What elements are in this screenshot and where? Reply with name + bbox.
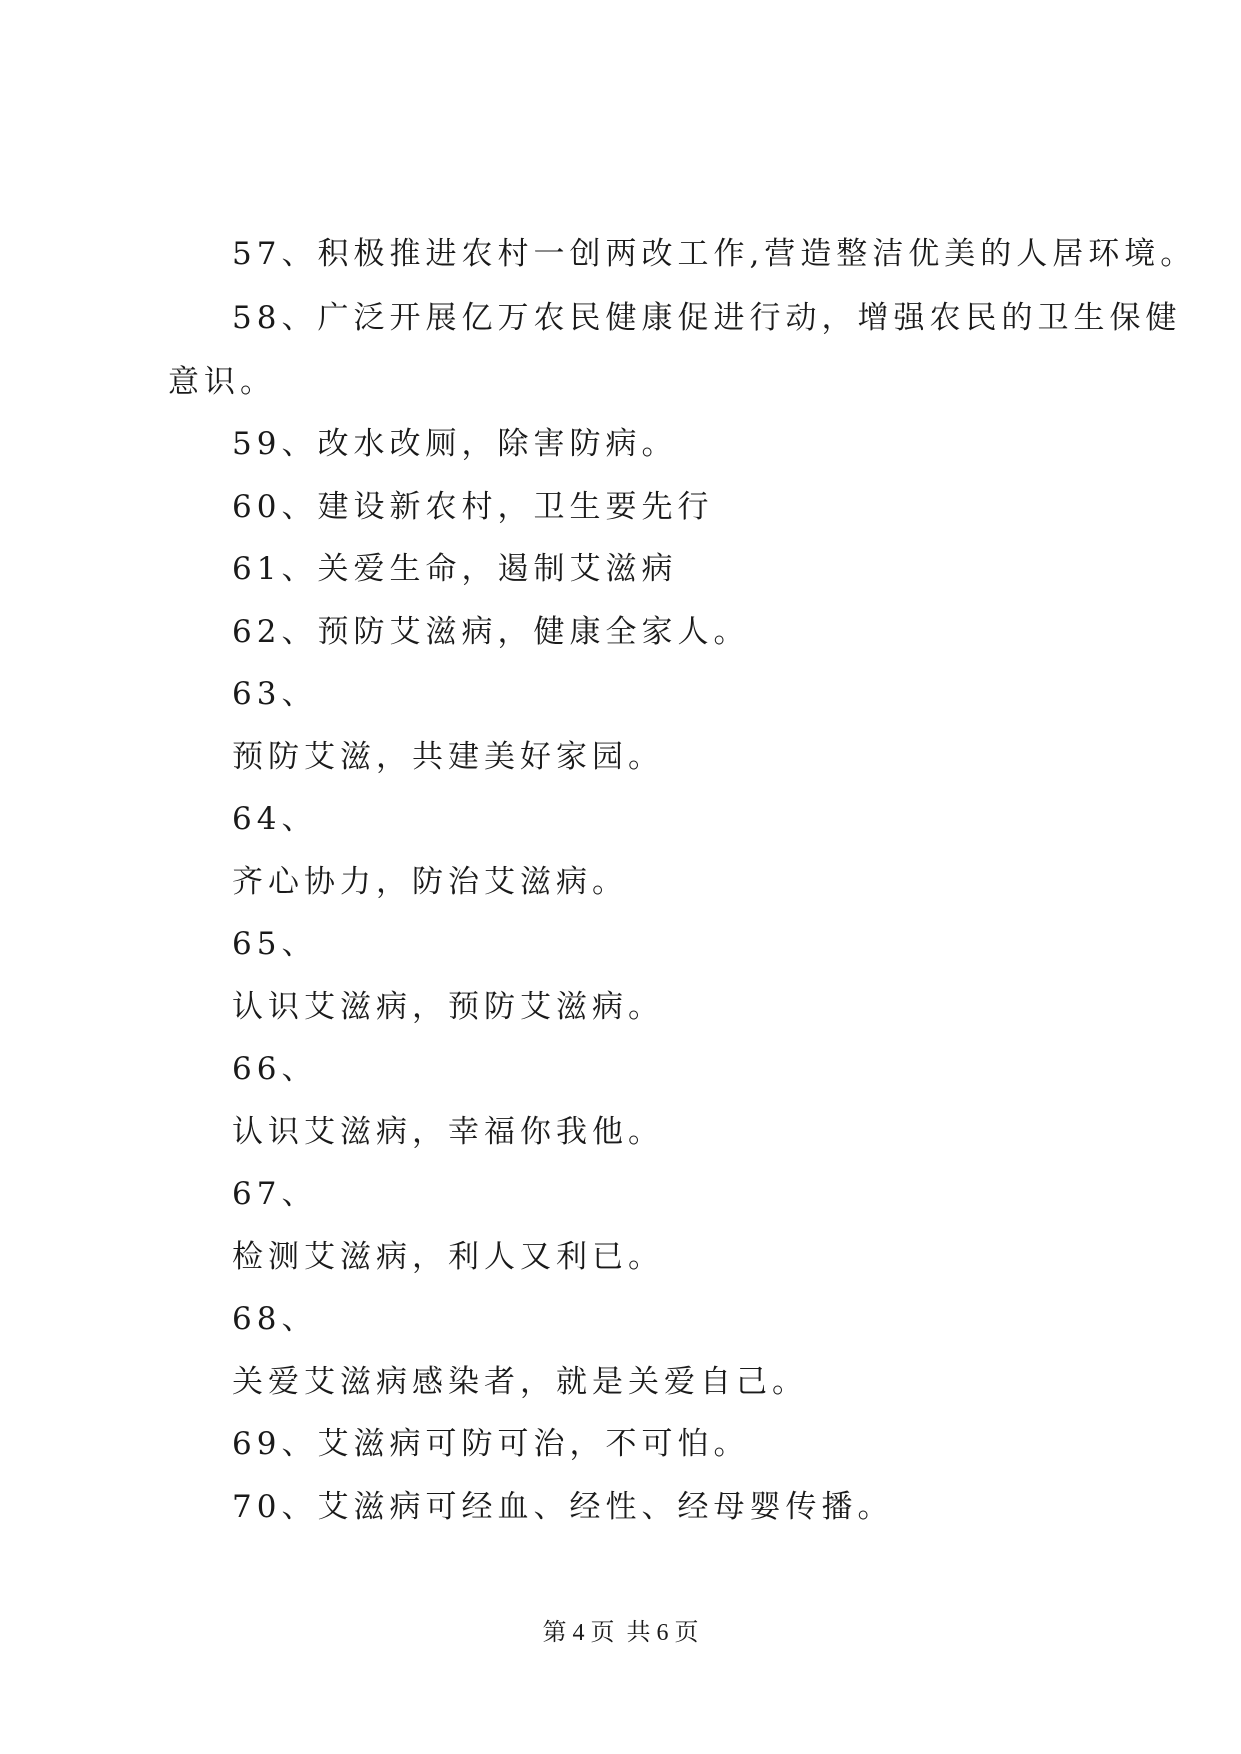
slogan-68-number: 68、: [232, 1301, 318, 1337]
slogan-61: 61、关爱生命，遏制艾滋病: [232, 551, 678, 587]
page-number-footer: 第 4 页 共 6 页: [542, 1620, 699, 1646]
slogan-64-number: 64、: [232, 801, 318, 837]
slogan-62: 62、预防艾滋病，健康全家人。: [232, 614, 750, 650]
slogan-66: 认识艾滋病，幸福你我他。: [232, 1114, 664, 1150]
slogan-58-continuation: 意识。: [168, 364, 276, 400]
slogan-57: 57、积极推进农村一创两改工作,营造整洁优美的人居环境。: [232, 236, 1197, 272]
slogan-65: 认识艾滋病，预防艾滋病。: [232, 989, 664, 1025]
slogan-58: 58、广泛开展亿万农民健康促进行动，增强农民的卫生保健: [232, 300, 1182, 336]
slogan-65-number: 65、: [232, 926, 318, 962]
slogan-64: 齐心协力，防治艾滋病。: [232, 864, 628, 900]
slogan-63: 预防艾滋，共建美好家园。: [232, 739, 664, 775]
slogan-68: 关爱艾滋病感染者，就是关爱自己。: [232, 1364, 808, 1400]
slogan-63-number: 63、: [232, 676, 318, 712]
slogan-67-number: 67、: [232, 1176, 318, 1212]
slogan-66-number: 66、: [232, 1051, 318, 1087]
slogan-69: 69、艾滋病可防可治，不可怕。: [232, 1426, 750, 1462]
slogan-70: 70、艾滋病可经血、经性、经母婴传播。: [232, 1489, 894, 1525]
slogan-67: 检测艾滋病，利人又利已。: [232, 1239, 664, 1275]
slogan-60: 60、建设新农村，卫生要先行: [232, 489, 714, 525]
slogan-59: 59、改水改厕，除害防病。: [232, 426, 678, 462]
